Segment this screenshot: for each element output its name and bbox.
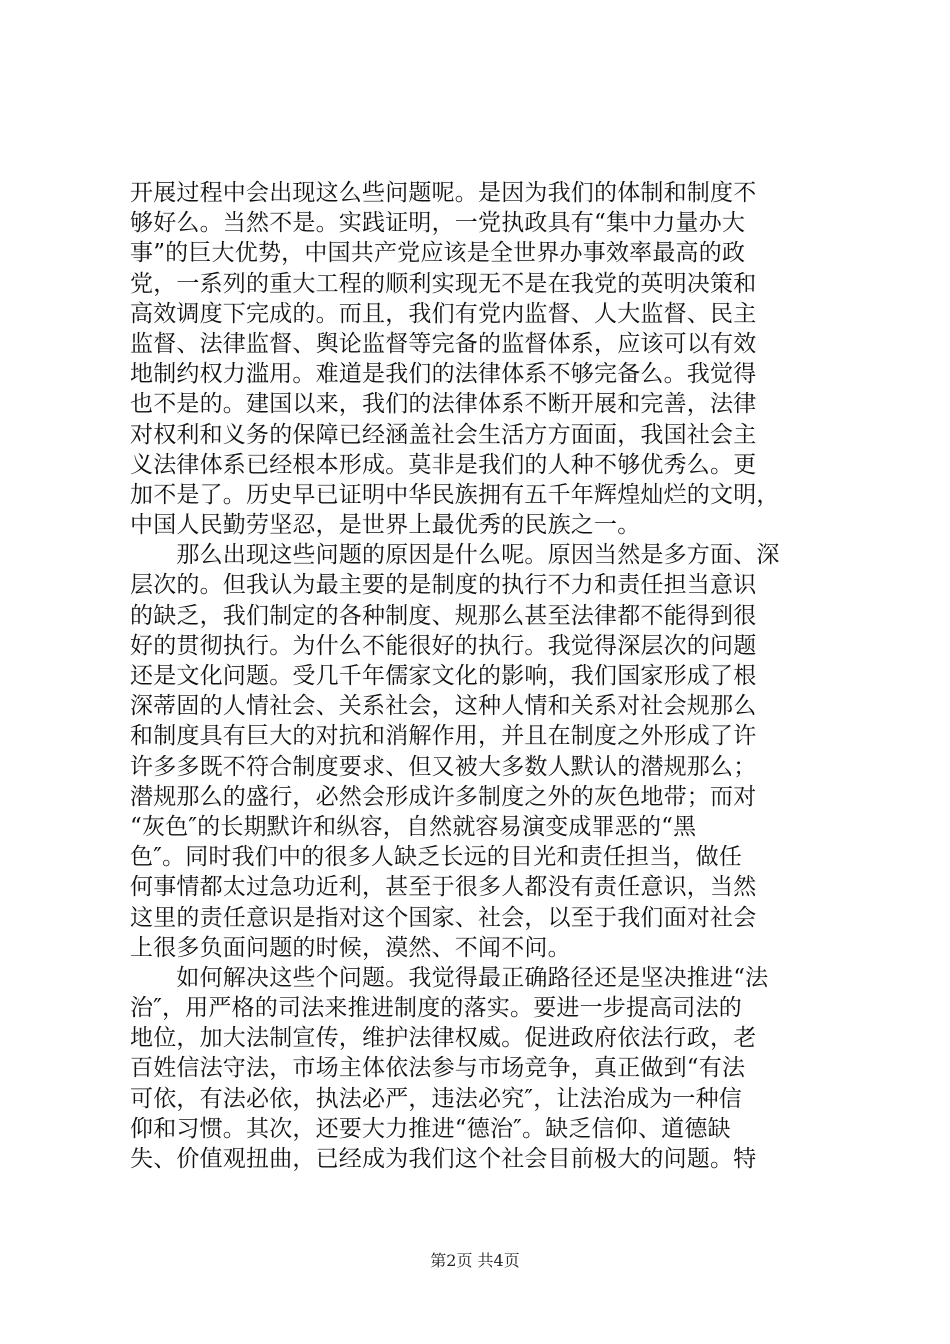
text-line: 对权利和义务的保障已经涵盖社会生活方方面面，我国社会主 xyxy=(130,421,757,448)
text-line: 开展过程中会出现这么些问题呢。是因为我们的体制和制度不 xyxy=(130,180,757,206)
text-line: 色″。同时我们中的很多人缺乏长远的目光和责任担当，做任 xyxy=(130,844,742,871)
text-line: 这里的责任意识是指对这个国家、社会，以至于我们面对社会 xyxy=(130,904,757,931)
text-line: 和制度具有巨大的对抗和消解作用，并且在制度之外形成了许 xyxy=(130,723,757,750)
text-line: 潜规那么的盛行，必然会形成许多制度之外的灰色地带；而对 xyxy=(130,783,757,810)
text-line: 地位，加大法制宣传，维护法律权威。促进政府依法行政，老 xyxy=(130,1025,757,1052)
text-line: 义法律体系已经根本形成。莫非是我们的人种不够优秀么。更 xyxy=(130,451,757,478)
text-line: 层次的。但我认为最主要的是制度的执行不力和责任担当意识 xyxy=(130,572,757,599)
text-line: 深蒂固的人情社会、关系社会，这种人情和关系对社会规那么 xyxy=(130,693,757,720)
text-line: 治″，用严格的司法来推进制度的落实。要进一步提高司法的 xyxy=(130,995,742,1022)
text-line: 事”的巨大优势，中国共产党应该是全世界办事效率最高的政 xyxy=(130,240,746,267)
text-line: 好的贯彻执行。为什么不能很好的执行。我觉得深层次的问题 xyxy=(130,632,757,659)
text-line: 够好么。当然不是。实践证明，一党执政具有“集中力量办大 xyxy=(130,210,746,237)
text-line: 那么出现这些问题的原因是什么呢。原因当然是多方面、深 xyxy=(130,542,780,569)
page-footer xyxy=(0,1248,950,1271)
text-line: 还是文化问题。受几千年儒家文化的影响，我们国家形成了根 xyxy=(130,663,757,689)
text-line: 加不是了。历史早已证明中华民族拥有五千年辉煌灿烂的文明， xyxy=(130,481,780,508)
text-line: 可依，有法必依，执法必严，违法必究″，让法治成为一种信 xyxy=(130,1085,742,1112)
text-line: 的缺乏，我们制定的各种制度、规那么甚至法律都不能得到很 xyxy=(130,602,757,629)
text-line: 百姓信法守法，市场主体依法参与市场竞争，真正做到“有法 xyxy=(130,1055,746,1082)
text-line: 党，一系列的重大工程的顺利实现无不是在我党的英明决策和 xyxy=(130,270,757,297)
text-line: 何事情都太过急功近利，甚至于很多人都没有责任意识，当然 xyxy=(130,874,757,901)
text-line: 失、价值观扭曲，已经成为我们这个社会目前极大的问题。特 xyxy=(130,1146,757,1172)
page-number: 第2页 共4页 xyxy=(430,1251,520,1270)
text-line: “灰色″的长期默许和纵容，自然就容易演变成罪恶的“黑 xyxy=(130,813,697,840)
text-line: 仰和习惯。其次，还要大力推进“德治″。缺乏信仰、道德缺 xyxy=(130,1115,731,1142)
text-line: 许多多既不符合制度要求、但又被大多数人默认的潜规那么； xyxy=(130,753,757,780)
text-line: 地制约权力滥用。难道是我们的法律体系不够完备么。我觉得 xyxy=(130,361,757,388)
text-line: 中国人民勤劳坚忍，是世界上最优秀的民族之一。 xyxy=(130,512,641,539)
text-line: 高效调度下完成的。而且，我们有党内监督、人大监督、民主 xyxy=(130,300,757,327)
text-line: 监督、法律监督、舆论监督等完备的监督体系，应该可以有效 xyxy=(130,330,757,357)
text-line: 也不是的。建国以来，我们的法律体系不断开展和完善，法律 xyxy=(130,391,757,418)
text-line: 上很多负面问题的时候，漠然、不闻不问。 xyxy=(130,934,571,961)
body-text xyxy=(130,178,830,1174)
text-line: 如何解决这些个问题。我觉得最正确路径还是坚决推进“法 xyxy=(130,964,769,991)
